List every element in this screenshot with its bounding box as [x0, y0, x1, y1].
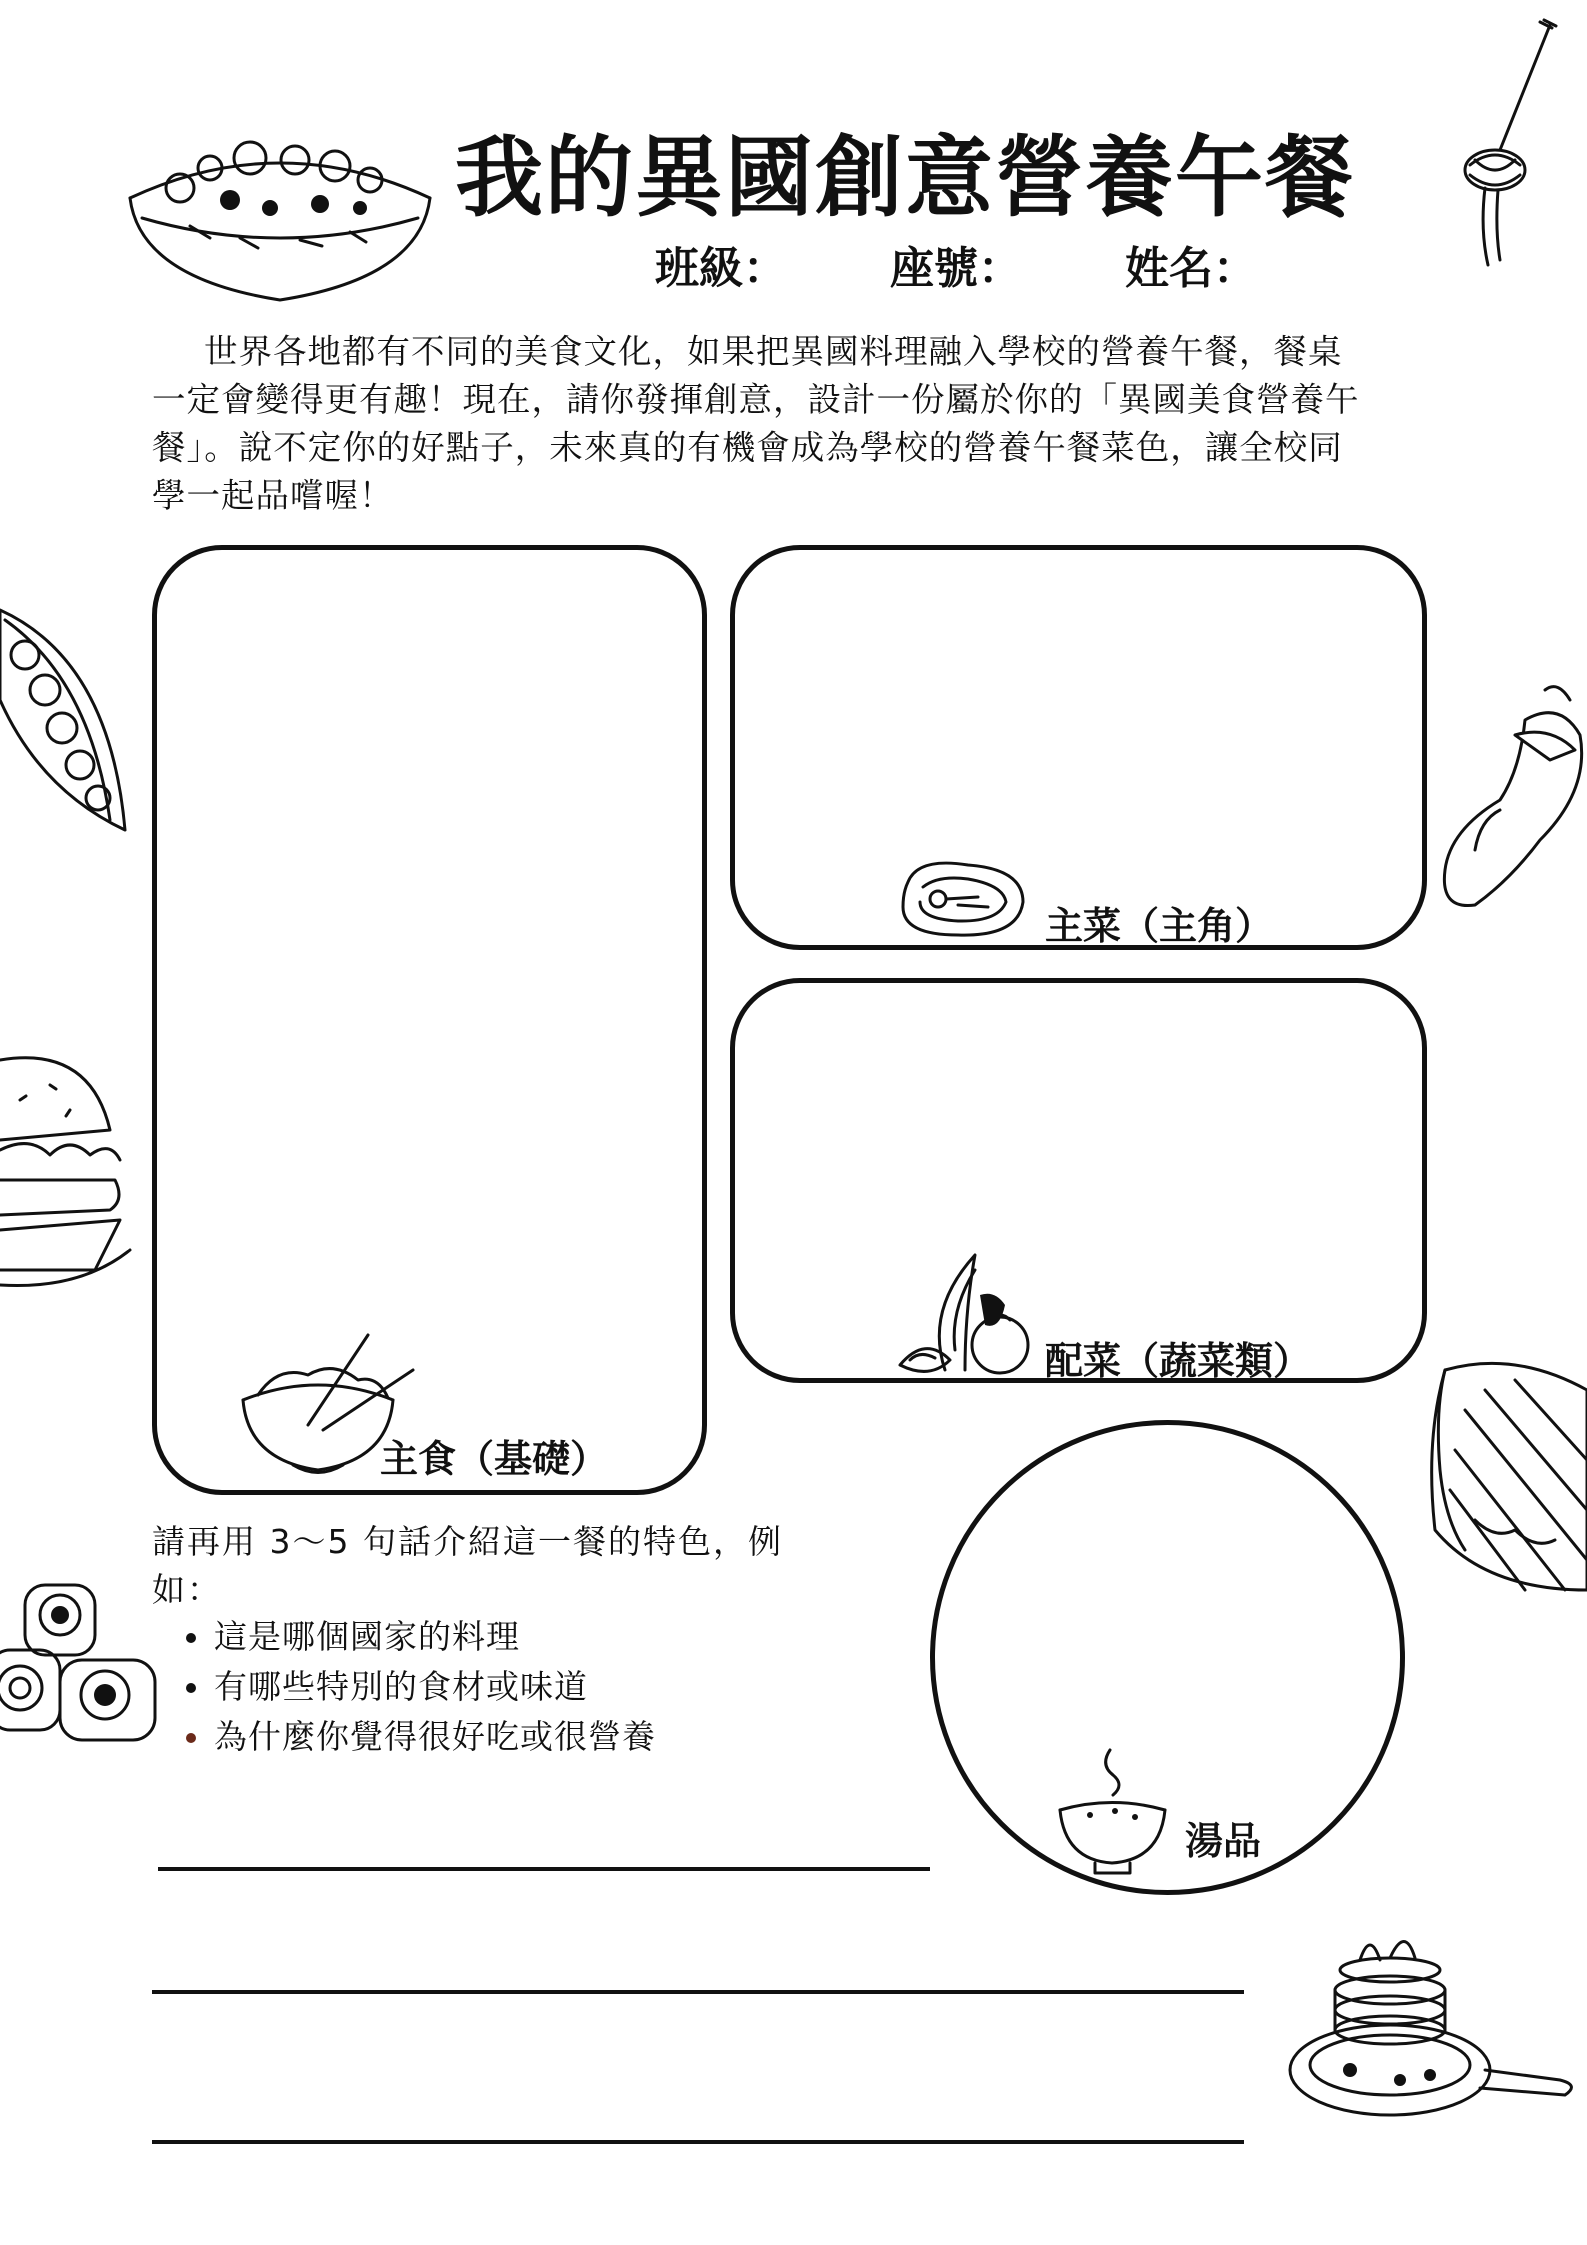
writing-line[interactable] — [158, 1867, 930, 1871]
intro-line: 世界各地都有不同的美食文化，如果把異國料理融入學校的營養午餐，餐桌 — [204, 332, 1343, 371]
steak-icon — [898, 857, 1028, 942]
list-item: 這是哪個國家的料理 — [180, 1612, 656, 1662]
salad-bowl-icon — [120, 108, 440, 308]
prompt-bullet-list — [180, 1612, 656, 1762]
prompt-line: 如： — [152, 1570, 222, 1609]
writing-prompt — [152, 1518, 872, 1614]
class-field-label: 班級： — [655, 243, 787, 294]
intro-line: 學一起品嚐喔！ — [152, 476, 394, 515]
name-field-label: 姓名： — [1125, 243, 1257, 294]
list-item: 有哪些特別的食材或味道 — [180, 1662, 656, 1712]
intro-line: 餐」。說不定你的好點子，未來真的有機會成為學校的營養午餐菜色，讓全校同 — [152, 428, 1343, 467]
soup-bowl-icon — [1055, 1745, 1170, 1875]
main-dish-label: 主菜（主角） — [1045, 904, 1274, 948]
seat-field-label: 座號： — [890, 243, 1022, 294]
burger-icon — [0, 1040, 135, 1290]
eggplant-icon — [1440, 680, 1587, 910]
prompt-line: 請再用 3～5 句話介紹這一餐的特色，例 — [152, 1522, 783, 1561]
fork-noodles-icon — [1440, 20, 1560, 270]
staple-label: 主食（基礎） — [380, 1437, 609, 1481]
soup-label: 湯品 — [1185, 1819, 1262, 1863]
sushi-icon — [0, 1580, 165, 1750]
writing-line[interactable] — [152, 2140, 1244, 2144]
pea-pod-icon — [0, 600, 135, 845]
staple-drawing-area[interactable] — [152, 545, 707, 1495]
side-dish-label: 配菜（蔬菜類） — [1045, 1339, 1312, 1383]
intro-paragraph — [152, 328, 1432, 520]
intro-line: 一定會變得更有趣！現在，請你發揮創意，設計一份屬於你的「異國美食營養午 — [152, 380, 1360, 419]
sandwich-icon — [1425, 1350, 1587, 1600]
pancakes-icon — [1280, 1920, 1580, 2120]
side-dish-drawing-area[interactable] — [730, 978, 1427, 1383]
main-dish-drawing-area[interactable] — [730, 545, 1427, 950]
page-title: 我的異國創意營養午餐 — [455, 126, 1356, 229]
writing-line[interactable] — [152, 1990, 1244, 1994]
vegetables-icon — [895, 1250, 1030, 1380]
list-item: 為什麼你覺得很好吃或很營養 — [180, 1712, 656, 1762]
